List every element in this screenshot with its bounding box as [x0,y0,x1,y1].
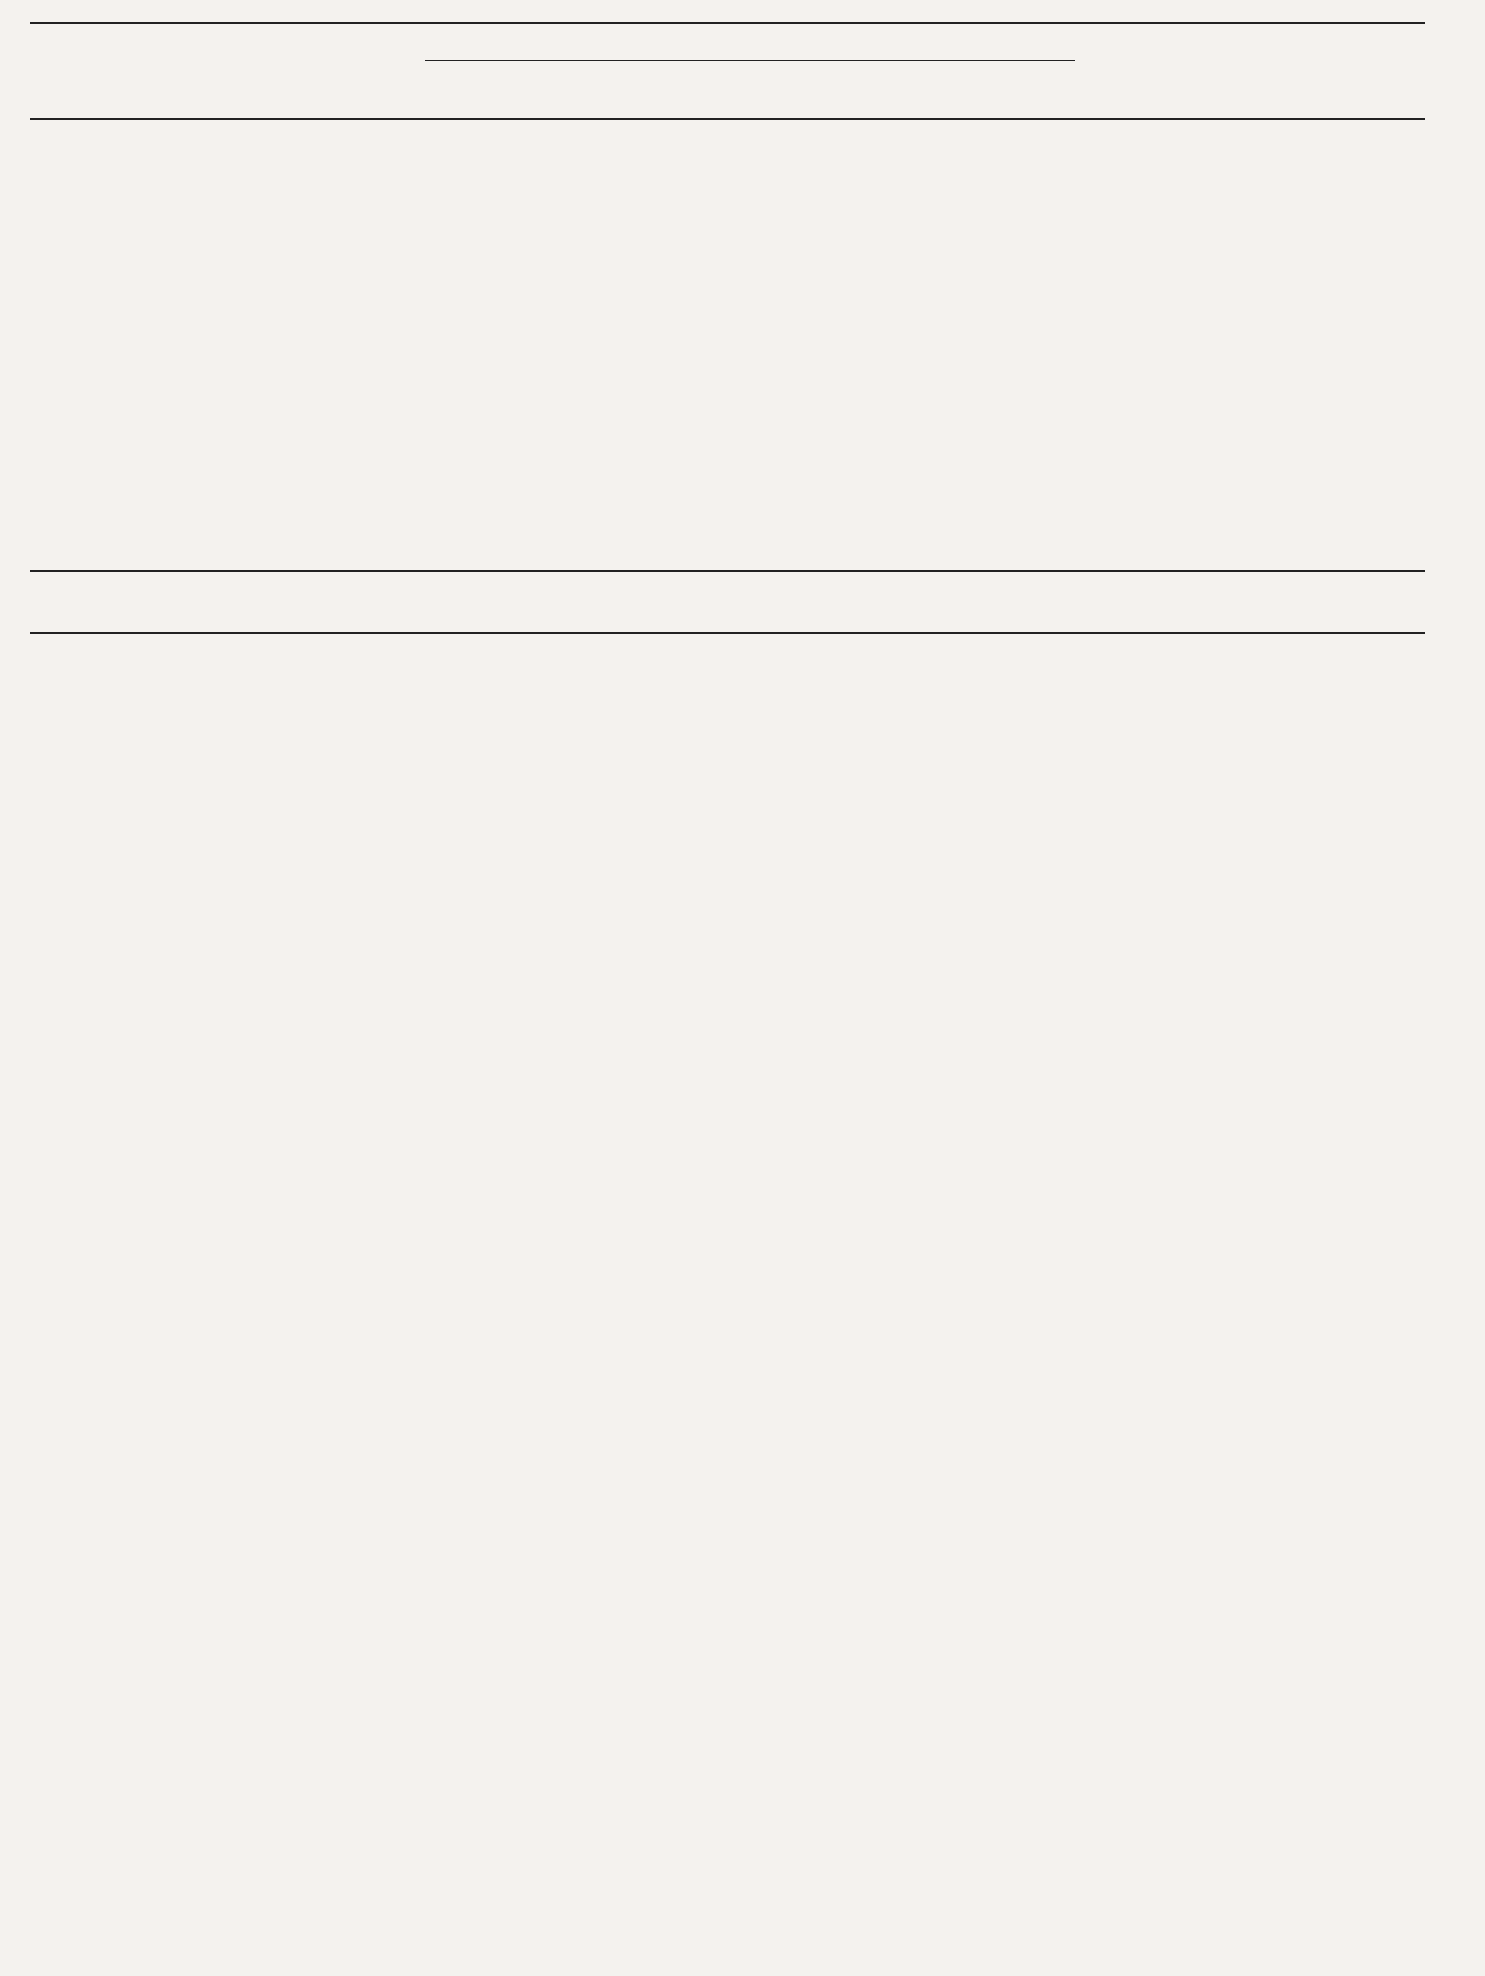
header-bottom-rule [30,118,1425,120]
total-bottom-rule [30,632,1425,634]
header-top-rule [30,22,1425,24]
total-top-rule [30,570,1425,572]
header-mid-rule [425,60,1075,61]
chapter-12-total-row [0,585,1485,620]
